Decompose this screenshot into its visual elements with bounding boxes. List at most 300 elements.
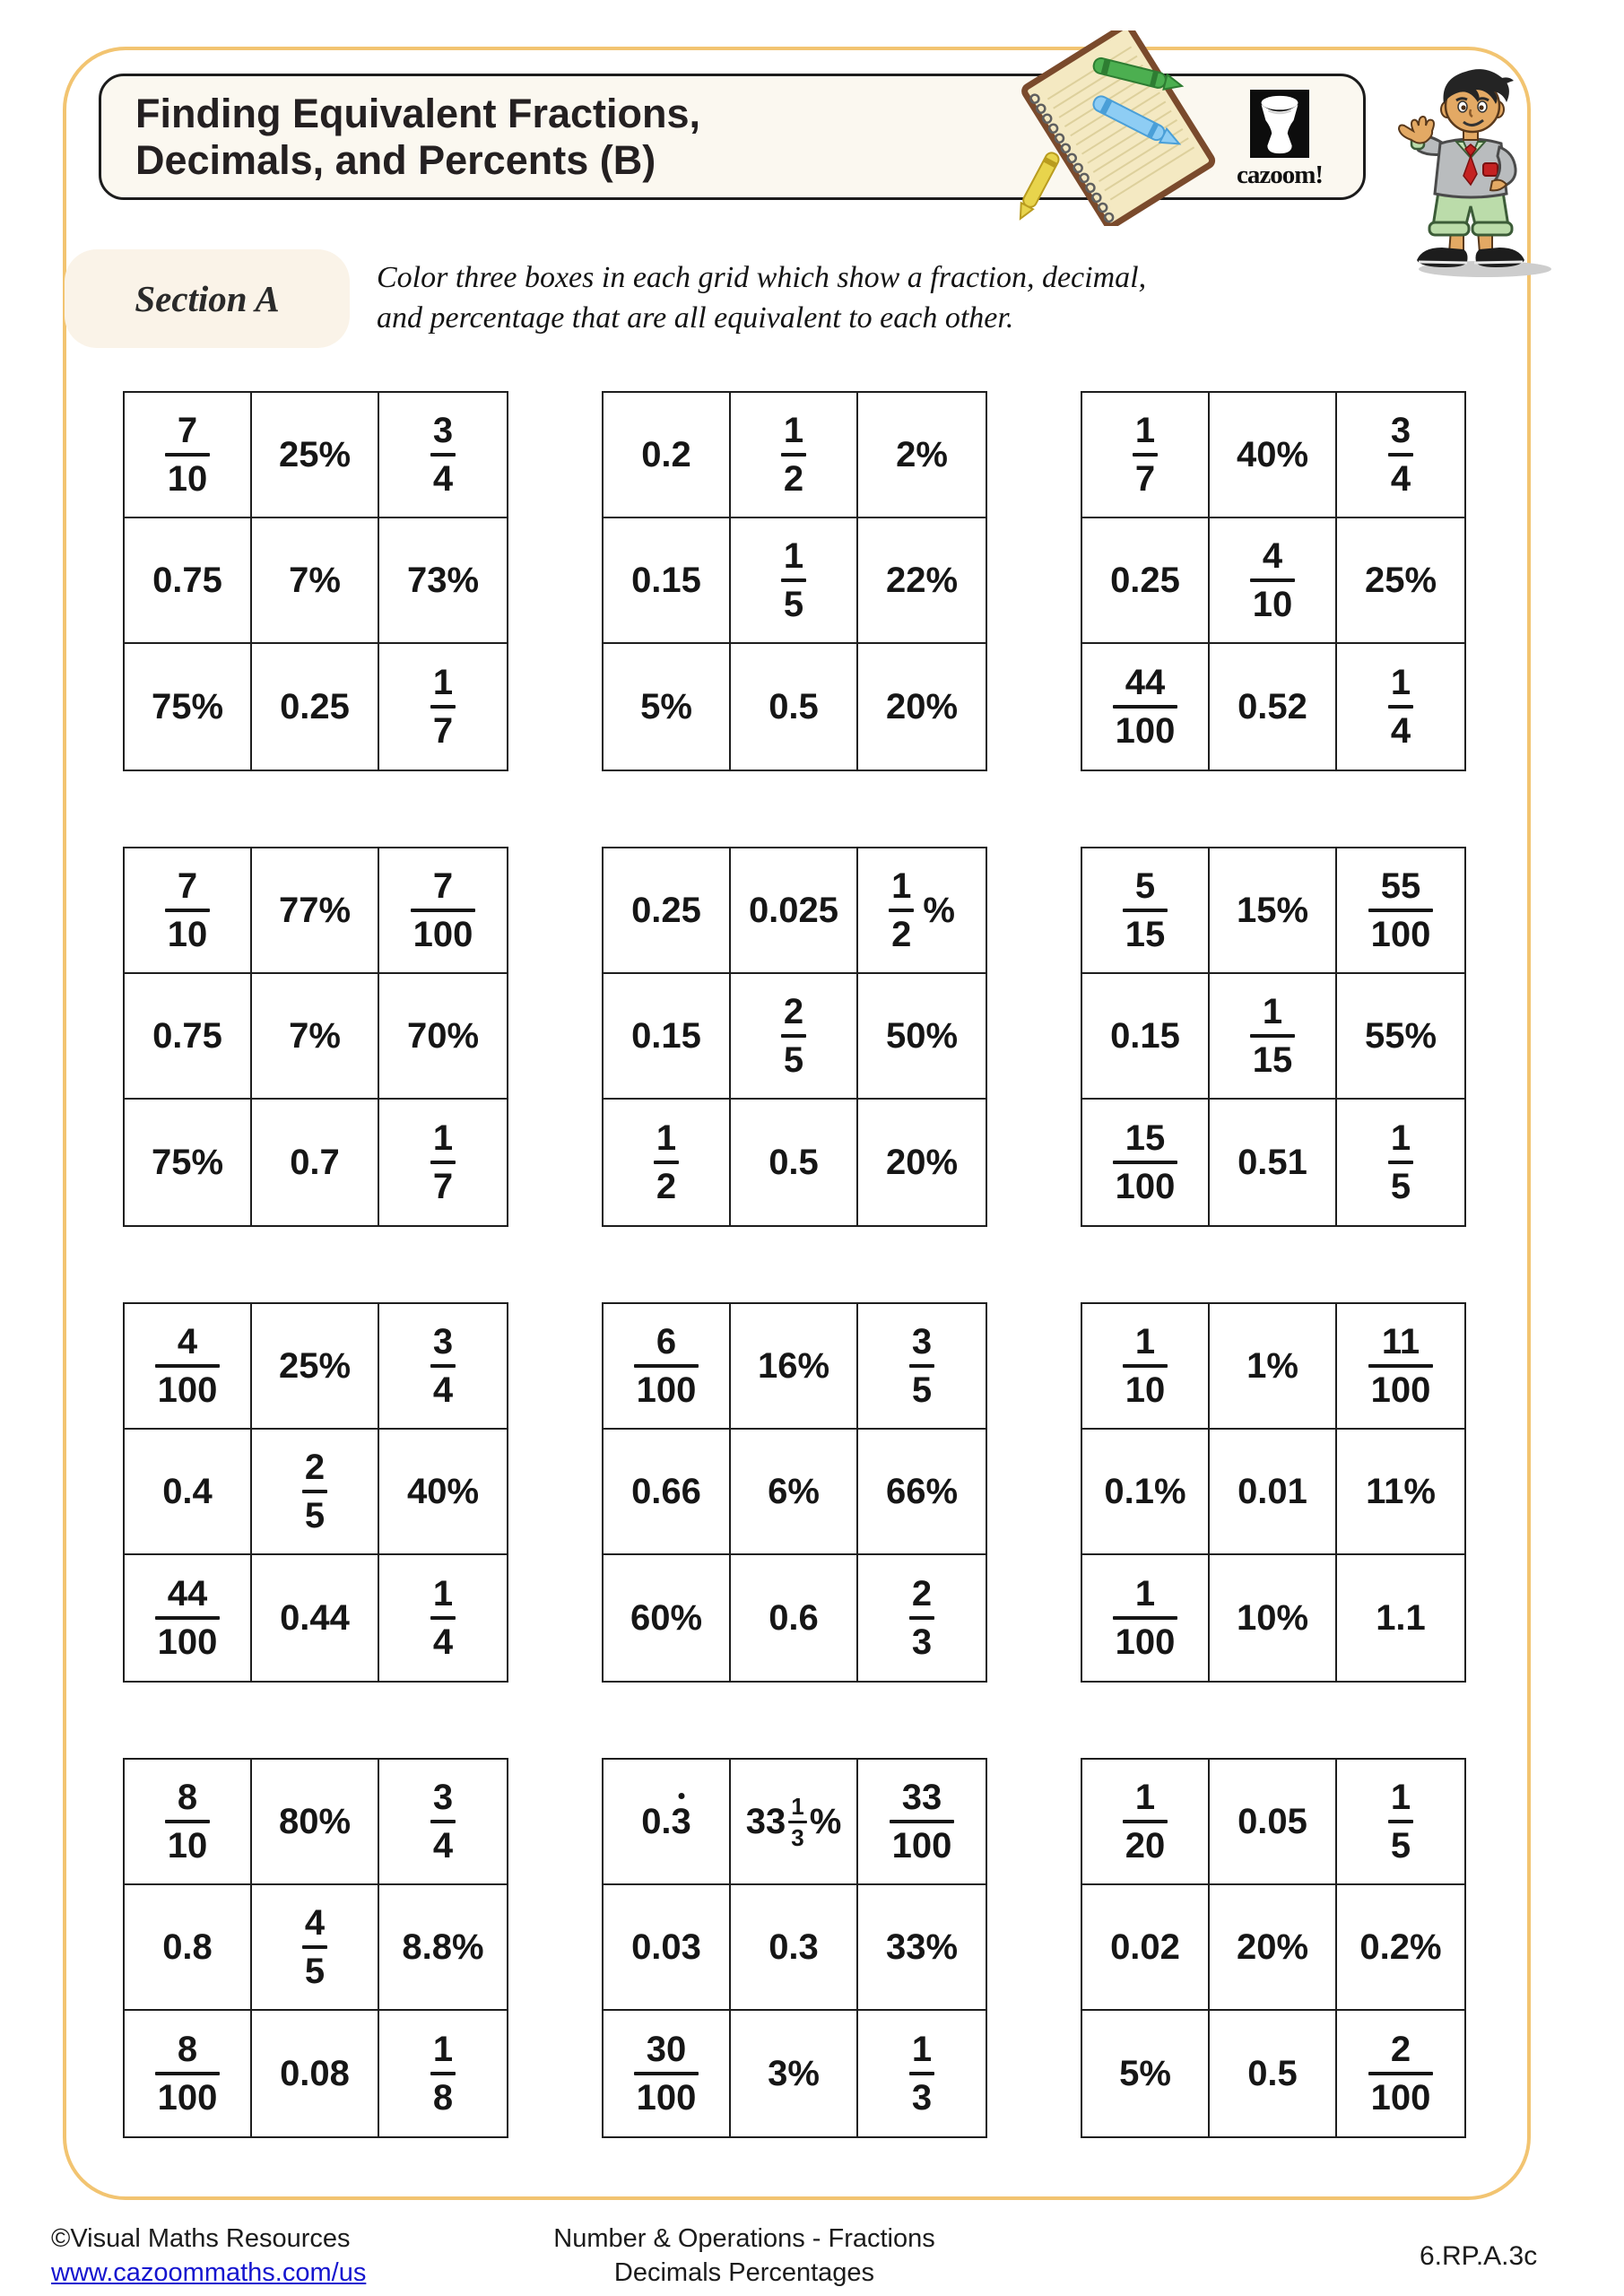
fraction xyxy=(430,665,456,749)
denominator: 2 xyxy=(656,1167,677,1206)
numerator: 30 xyxy=(646,2030,687,2069)
numerator: 1 xyxy=(1390,1118,1411,1158)
cell-value: 70% xyxy=(406,1016,480,1056)
fraction xyxy=(430,2031,456,2116)
page-title-line1: Finding Equivalent Fractions, xyxy=(135,91,701,137)
grid-cell[interactable] xyxy=(1082,644,1210,770)
recurring-digit: 3 xyxy=(671,1802,691,1841)
grid-cell[interactable] xyxy=(858,644,986,770)
grid-cell[interactable] xyxy=(731,644,858,770)
fraction-bar xyxy=(430,1364,456,1368)
page-title-line2: Decimals, and Percents (B) xyxy=(135,136,656,183)
grid-cell[interactable] xyxy=(731,393,858,518)
fraction xyxy=(909,1576,934,1660)
numerator: 2 xyxy=(304,1448,326,1487)
fraction-bar xyxy=(430,1820,456,1823)
denominator: 5 xyxy=(304,1496,326,1535)
cell-value: 0.44 xyxy=(280,1598,350,1638)
grid-cell[interactable] xyxy=(379,1885,507,2011)
grid-cell[interactable] xyxy=(858,1304,986,1430)
numerator: 7 xyxy=(177,411,198,450)
fraction-bar xyxy=(1368,909,1434,912)
denominator: 100 xyxy=(413,915,473,954)
grid-cell[interactable] xyxy=(379,644,507,770)
grid-cell[interactable] xyxy=(1082,848,1210,974)
numerator: 1 xyxy=(1134,1322,1156,1361)
numerator: 1 xyxy=(432,2030,454,2069)
denominator: 3 xyxy=(911,1622,933,1662)
fraction xyxy=(155,2031,221,2116)
fraction xyxy=(302,1449,327,1534)
grid-cell[interactable] xyxy=(1337,1885,1464,2011)
grid-cell[interactable] xyxy=(1337,1760,1464,1885)
cell-value: 6% xyxy=(768,1472,820,1511)
fraction xyxy=(155,1324,221,1408)
fraction xyxy=(1133,413,1158,497)
grid-cell[interactable] xyxy=(125,393,252,518)
equivalence-grid xyxy=(1081,391,1466,771)
fraction-bar xyxy=(909,1616,934,1620)
grid-cell[interactable] xyxy=(252,1760,379,1885)
cell-value: 75% xyxy=(151,687,224,726)
grid-cell[interactable] xyxy=(1082,1555,1210,1681)
grid-cell[interactable] xyxy=(1210,644,1337,770)
grid-cell[interactable] xyxy=(1082,393,1210,518)
fraction-bar xyxy=(1123,1820,1168,1823)
fraction-bar xyxy=(890,1820,955,1823)
grid-cell[interactable] xyxy=(379,974,507,1100)
fraction xyxy=(1113,1576,1178,1660)
cell-value: 25% xyxy=(278,435,352,474)
numerator: 2 xyxy=(911,1574,933,1613)
grid-cell[interactable] xyxy=(125,1430,252,1555)
denominator: 3 xyxy=(791,1823,804,1851)
cell-value: 15% xyxy=(1236,891,1309,930)
fraction-bar xyxy=(781,1034,806,1038)
cell-value: 7% xyxy=(289,1016,341,1056)
grid-cell[interactable] xyxy=(731,1885,858,2011)
grid-cell[interactable] xyxy=(1210,1760,1337,1885)
cell-value: 33% xyxy=(885,1927,959,1967)
cell-value: 16% xyxy=(757,1346,830,1386)
grid-cell[interactable] xyxy=(858,974,986,1100)
cell-value: 25% xyxy=(1364,561,1437,600)
grid-cell[interactable] xyxy=(252,518,379,644)
denominator: 4 xyxy=(432,459,454,499)
grid-cell[interactable] xyxy=(604,974,731,1100)
cell-value: 0.025 xyxy=(748,891,839,930)
grid-cell[interactable] xyxy=(125,1760,252,1885)
percent-sign: % xyxy=(923,891,955,930)
grid-cell[interactable] xyxy=(731,1100,858,1225)
cell-value: 22% xyxy=(885,561,959,600)
numerator: 3 xyxy=(432,1778,454,1817)
grid-cell[interactable] xyxy=(604,1885,731,2011)
fraction-bar xyxy=(430,2072,456,2075)
cell-value: 20% xyxy=(885,1143,959,1182)
grid-cell[interactable] xyxy=(125,1555,252,1681)
cell-value: 0.8 xyxy=(162,1927,213,1967)
grid-cell[interactable] xyxy=(1210,2011,1337,2136)
grid-cell[interactable] xyxy=(604,644,731,770)
grid-cell[interactable] xyxy=(1337,1304,1464,1430)
grid-cell[interactable] xyxy=(731,1555,858,1681)
fraction-percent xyxy=(889,868,955,952)
cell-value: 0.08 xyxy=(280,2054,350,2093)
grid-cell[interactable] xyxy=(731,2011,858,2136)
denominator: 100 xyxy=(157,2078,218,2118)
cell-value: 0.2 xyxy=(641,435,691,474)
cell-value: 7% xyxy=(289,561,341,600)
grid-cell[interactable] xyxy=(252,1430,379,1555)
instructions-line2: and percentage that are all equivalent to each other. xyxy=(377,301,1014,335)
footer-credits xyxy=(51,2222,366,2290)
numerator: 4 xyxy=(304,1903,326,1943)
grid-cell[interactable] xyxy=(1082,518,1210,644)
grid-cell[interactable] xyxy=(125,848,252,974)
fraction-bar xyxy=(1133,453,1158,457)
cell-value: 0.7 xyxy=(290,1143,340,1182)
grid-cell[interactable] xyxy=(1082,974,1210,1100)
denominator: 100 xyxy=(1370,2078,1431,2118)
cell-value: 0.25 xyxy=(1110,561,1180,600)
numerator: 5 xyxy=(1134,866,1156,906)
boy-mascot-illustration xyxy=(1392,57,1582,280)
fraction xyxy=(1368,1324,1434,1408)
section-a-badge xyxy=(65,249,350,348)
numerator: 1 xyxy=(432,1118,454,1158)
grid-cell[interactable] xyxy=(1082,2011,1210,2136)
numerator: 44 xyxy=(167,1574,208,1613)
yellow-crayon-icon xyxy=(1014,151,1061,222)
denominator: 10 xyxy=(167,459,208,499)
fraction xyxy=(1368,868,1434,952)
numerator: 1 xyxy=(1390,1778,1411,1817)
numerator: 1 xyxy=(1262,992,1283,1031)
numerator: 6 xyxy=(656,1322,677,1361)
cell-value: 10% xyxy=(1236,1598,1309,1638)
notebook-crayons-illustration xyxy=(1006,30,1230,226)
grid-cell[interactable] xyxy=(858,848,986,974)
denominator: 7 xyxy=(1134,459,1156,499)
grid-cell[interactable] xyxy=(604,1760,731,1885)
equivalence-grid xyxy=(123,391,508,771)
grid-cell[interactable] xyxy=(858,518,986,644)
grid-cell[interactable] xyxy=(1337,974,1464,1100)
grid-cell[interactable] xyxy=(379,1760,507,1885)
fraction xyxy=(890,1779,955,1864)
grid-cell[interactable] xyxy=(604,848,731,974)
grid-cell[interactable] xyxy=(252,1100,379,1225)
cell-value: 80% xyxy=(278,1802,352,1841)
recurring-decimal xyxy=(641,1804,691,1839)
grid-cell[interactable] xyxy=(604,1304,731,1430)
grid-cell[interactable] xyxy=(252,1555,379,1681)
fraction xyxy=(909,2031,934,2116)
fraction xyxy=(1388,1779,1413,1864)
numerator: 3 xyxy=(432,411,454,450)
copyright-text: ©Visual Maths Resources xyxy=(51,2224,351,2253)
grid-cell[interactable] xyxy=(731,1760,858,1885)
equivalence-grid xyxy=(602,847,987,1227)
fraction-bar xyxy=(1113,1616,1178,1620)
grid-cell[interactable] xyxy=(1337,518,1464,644)
fraction xyxy=(430,1779,456,1864)
numerator: 1 xyxy=(891,866,912,906)
denominator: 5 xyxy=(783,1040,804,1080)
grid-cell[interactable] xyxy=(1337,1430,1464,1555)
denominator: 100 xyxy=(157,1622,218,1662)
cell-value: 50% xyxy=(885,1016,959,1056)
grid-cell[interactable] xyxy=(1210,974,1337,1100)
numerator: 3 xyxy=(432,1322,454,1361)
denominator: 15 xyxy=(1252,1040,1293,1080)
grid-cell[interactable] xyxy=(858,1760,986,1885)
grid-cell[interactable] xyxy=(858,2011,986,2136)
cell-value: 0.01 xyxy=(1238,1472,1307,1511)
denominator: 4 xyxy=(432,1370,454,1410)
fraction xyxy=(1250,994,1296,1078)
fraction-bar xyxy=(430,1616,456,1620)
equivalence-grid xyxy=(123,1758,508,2138)
grid-cell[interactable] xyxy=(252,848,379,974)
grid-cell[interactable] xyxy=(731,1430,858,1555)
grid-cell[interactable] xyxy=(379,848,507,974)
cell-value: 0.51 xyxy=(1238,1143,1307,1182)
instructions-line1: Color three boxes in each grid which show a fraction, decimal, xyxy=(377,261,1147,294)
djembe-drum-icon xyxy=(1250,90,1309,158)
grid-cell[interactable] xyxy=(1210,1430,1337,1555)
grid-cell[interactable] xyxy=(1082,1100,1210,1225)
denominator: 4 xyxy=(1390,711,1411,751)
grid-cell[interactable] xyxy=(1082,1430,1210,1555)
instructions-text xyxy=(377,257,1318,338)
grid-cell[interactable] xyxy=(1337,848,1464,974)
grid-cell[interactable] xyxy=(1082,1304,1210,1430)
grid-cell[interactable] xyxy=(1337,1555,1464,1681)
cell-value: 0.05 xyxy=(1238,1802,1307,1841)
fraction xyxy=(1113,1120,1178,1205)
fraction-bar xyxy=(1368,1364,1434,1368)
denominator: 5 xyxy=(1390,1167,1411,1206)
numerator: 1 xyxy=(911,2030,933,2069)
grid-cell[interactable] xyxy=(1337,1100,1464,1225)
grid-cell[interactable] xyxy=(379,1555,507,1681)
cell-value: 3% xyxy=(768,2054,820,2093)
cell-value: 5% xyxy=(640,687,692,726)
fraction-bar xyxy=(781,453,806,457)
grid-cell[interactable] xyxy=(858,1885,986,2011)
fraction xyxy=(1123,868,1168,952)
denominator: 100 xyxy=(891,1826,952,1866)
numerator: 2 xyxy=(1390,2030,1411,2069)
whole-number: 33 xyxy=(745,1802,786,1841)
grid-cell[interactable] xyxy=(125,2011,252,2136)
grid-cell[interactable] xyxy=(379,1430,507,1555)
fraction-bar xyxy=(654,1161,679,1164)
grid-cell[interactable] xyxy=(731,974,858,1100)
section-a-label: Section A xyxy=(135,278,280,319)
cell-value: 8.8% xyxy=(402,1927,484,1967)
numerator: 15 xyxy=(1125,1118,1166,1158)
grid-cell[interactable] xyxy=(731,518,858,644)
fraction xyxy=(788,1792,806,1851)
website-link[interactable]: www.cazoommaths.com/us xyxy=(51,2258,367,2287)
fraction-bar xyxy=(1113,705,1178,709)
grid-cell[interactable] xyxy=(1210,518,1337,644)
numerator: 2 xyxy=(783,992,804,1031)
denominator: 2 xyxy=(783,459,804,499)
grid-cell[interactable] xyxy=(379,518,507,644)
cell-value: 0.6 xyxy=(769,1598,819,1638)
numerator: 55 xyxy=(1380,866,1421,906)
grid-cell[interactable] xyxy=(1210,1555,1337,1681)
fraction-bar xyxy=(430,705,456,709)
fraction-bar xyxy=(788,1821,806,1823)
grid-cell[interactable] xyxy=(125,644,252,770)
topic-line2: Decimals Percentages xyxy=(613,2258,875,2287)
grid-cell[interactable] xyxy=(125,1885,252,2011)
grid-cell[interactable] xyxy=(604,1430,731,1555)
grid-cell[interactable] xyxy=(252,974,379,1100)
page-title xyxy=(101,91,700,183)
grid-cell[interactable] xyxy=(252,393,379,518)
grid-cell[interactable] xyxy=(1337,644,1464,770)
cell-value: 0.25 xyxy=(280,687,350,726)
grid-cell[interactable] xyxy=(379,1100,507,1225)
denominator: 4 xyxy=(1390,459,1411,499)
fraction-bar xyxy=(1250,578,1296,582)
grid-cell[interactable] xyxy=(1210,1304,1337,1430)
denominator: 100 xyxy=(1115,1167,1176,1206)
grid-cell[interactable] xyxy=(858,1100,986,1225)
fraction xyxy=(430,1120,456,1205)
grid-cell[interactable] xyxy=(858,393,986,518)
grid-cell[interactable] xyxy=(379,1304,507,1430)
grid-cell[interactable] xyxy=(125,1100,252,1225)
fraction xyxy=(430,1576,456,1660)
grid-cell[interactable] xyxy=(252,644,379,770)
numerator: 3 xyxy=(1390,411,1411,450)
fraction xyxy=(781,413,806,497)
denominator: 100 xyxy=(1370,915,1431,954)
fraction xyxy=(165,868,211,952)
grid-cell[interactable] xyxy=(379,2011,507,2136)
numerator: 7 xyxy=(177,866,198,906)
numerator: 4 xyxy=(177,1322,198,1361)
cell-value: 40% xyxy=(406,1472,480,1511)
cell-value: 5% xyxy=(1119,2054,1171,2093)
fraction-bar xyxy=(889,909,914,912)
notebook-icon xyxy=(1006,30,1230,226)
denominator: 100 xyxy=(1370,1370,1431,1410)
cell-value: 77% xyxy=(278,891,352,930)
standard-code: 6.RP.A.3c xyxy=(1420,2241,1538,2271)
grid-cell[interactable] xyxy=(1210,1885,1337,2011)
fraction xyxy=(1368,2031,1434,2116)
footer-topic xyxy=(484,2222,1004,2290)
denominator: 8 xyxy=(432,2078,454,2118)
grid-cell[interactable] xyxy=(252,2011,379,2136)
fraction xyxy=(634,1324,699,1408)
denominator: 4 xyxy=(432,1622,454,1662)
fraction-bar xyxy=(1388,705,1413,709)
fraction-bar xyxy=(155,1364,221,1368)
grid-cell[interactable] xyxy=(604,2011,731,2136)
fraction-bar xyxy=(165,909,211,912)
cell-value: 0.5 xyxy=(1247,2054,1298,2093)
cell-value: 0.75 xyxy=(152,1016,222,1056)
fraction-bar xyxy=(302,1490,327,1493)
equivalence-grid xyxy=(602,1758,987,2138)
grid-cell[interactable] xyxy=(858,1555,986,1681)
grid-cell[interactable] xyxy=(1082,1885,1210,2011)
cell-value: 0.2% xyxy=(1359,1927,1442,1967)
cell-value: 0.02 xyxy=(1110,1927,1180,1967)
grid-cell[interactable] xyxy=(1337,393,1464,518)
fraction xyxy=(1250,538,1296,622)
boy-character-icon xyxy=(1392,57,1582,280)
fraction xyxy=(430,413,456,497)
fraction-bar xyxy=(909,2072,934,2075)
grid-cell[interactable] xyxy=(604,1555,731,1681)
grid-cell[interactable] xyxy=(125,518,252,644)
numerator: 8 xyxy=(177,1778,198,1817)
fraction-bar xyxy=(1123,1364,1168,1368)
numerator: 1 xyxy=(656,1118,677,1158)
denominator: 20 xyxy=(1125,1826,1166,1866)
fraction xyxy=(411,868,476,952)
cell-value: 55% xyxy=(1364,1016,1437,1056)
grid-cell[interactable] xyxy=(604,518,731,644)
grid-cell[interactable] xyxy=(1082,1760,1210,1885)
grid-cell[interactable] xyxy=(1210,848,1337,974)
denominator: 100 xyxy=(157,1370,218,1410)
numerator: 1 xyxy=(1390,663,1411,702)
fraction-bar xyxy=(634,2072,699,2075)
grid-cell[interactable] xyxy=(1337,2011,1464,2136)
grid-cell[interactable] xyxy=(125,974,252,1100)
grid-cell[interactable] xyxy=(858,1430,986,1555)
fraction-bar xyxy=(1388,453,1413,457)
grid-cell[interactable] xyxy=(731,848,858,974)
cell-value: 60% xyxy=(630,1598,703,1638)
cell-value: 0.3 xyxy=(769,1927,819,1967)
grid-cell[interactable] xyxy=(604,393,731,518)
denominator: 7 xyxy=(432,1167,454,1206)
equivalence-grid xyxy=(1081,847,1466,1227)
grid-cell[interactable] xyxy=(1210,393,1337,518)
denominator: 7 xyxy=(432,711,454,751)
numerator: 1 xyxy=(783,411,804,450)
fraction-bar xyxy=(1388,1161,1413,1164)
equivalence-grid xyxy=(123,1302,508,1683)
fraction xyxy=(654,1120,679,1205)
grid-cell[interactable] xyxy=(252,1304,379,1430)
grid-cell[interactable] xyxy=(604,1100,731,1225)
fraction xyxy=(889,868,914,952)
denominator: 10 xyxy=(167,1826,208,1866)
fraction-bar xyxy=(165,453,211,457)
grid-cell[interactable] xyxy=(1210,1100,1337,1225)
grid-cell[interactable] xyxy=(252,1885,379,2011)
grid-cell[interactable] xyxy=(379,393,507,518)
fraction xyxy=(1113,665,1178,749)
grid-cell[interactable] xyxy=(125,1304,252,1430)
equivalence-grid xyxy=(602,391,987,771)
denominator: 100 xyxy=(636,2078,697,2118)
grid-cell[interactable] xyxy=(731,1304,858,1430)
